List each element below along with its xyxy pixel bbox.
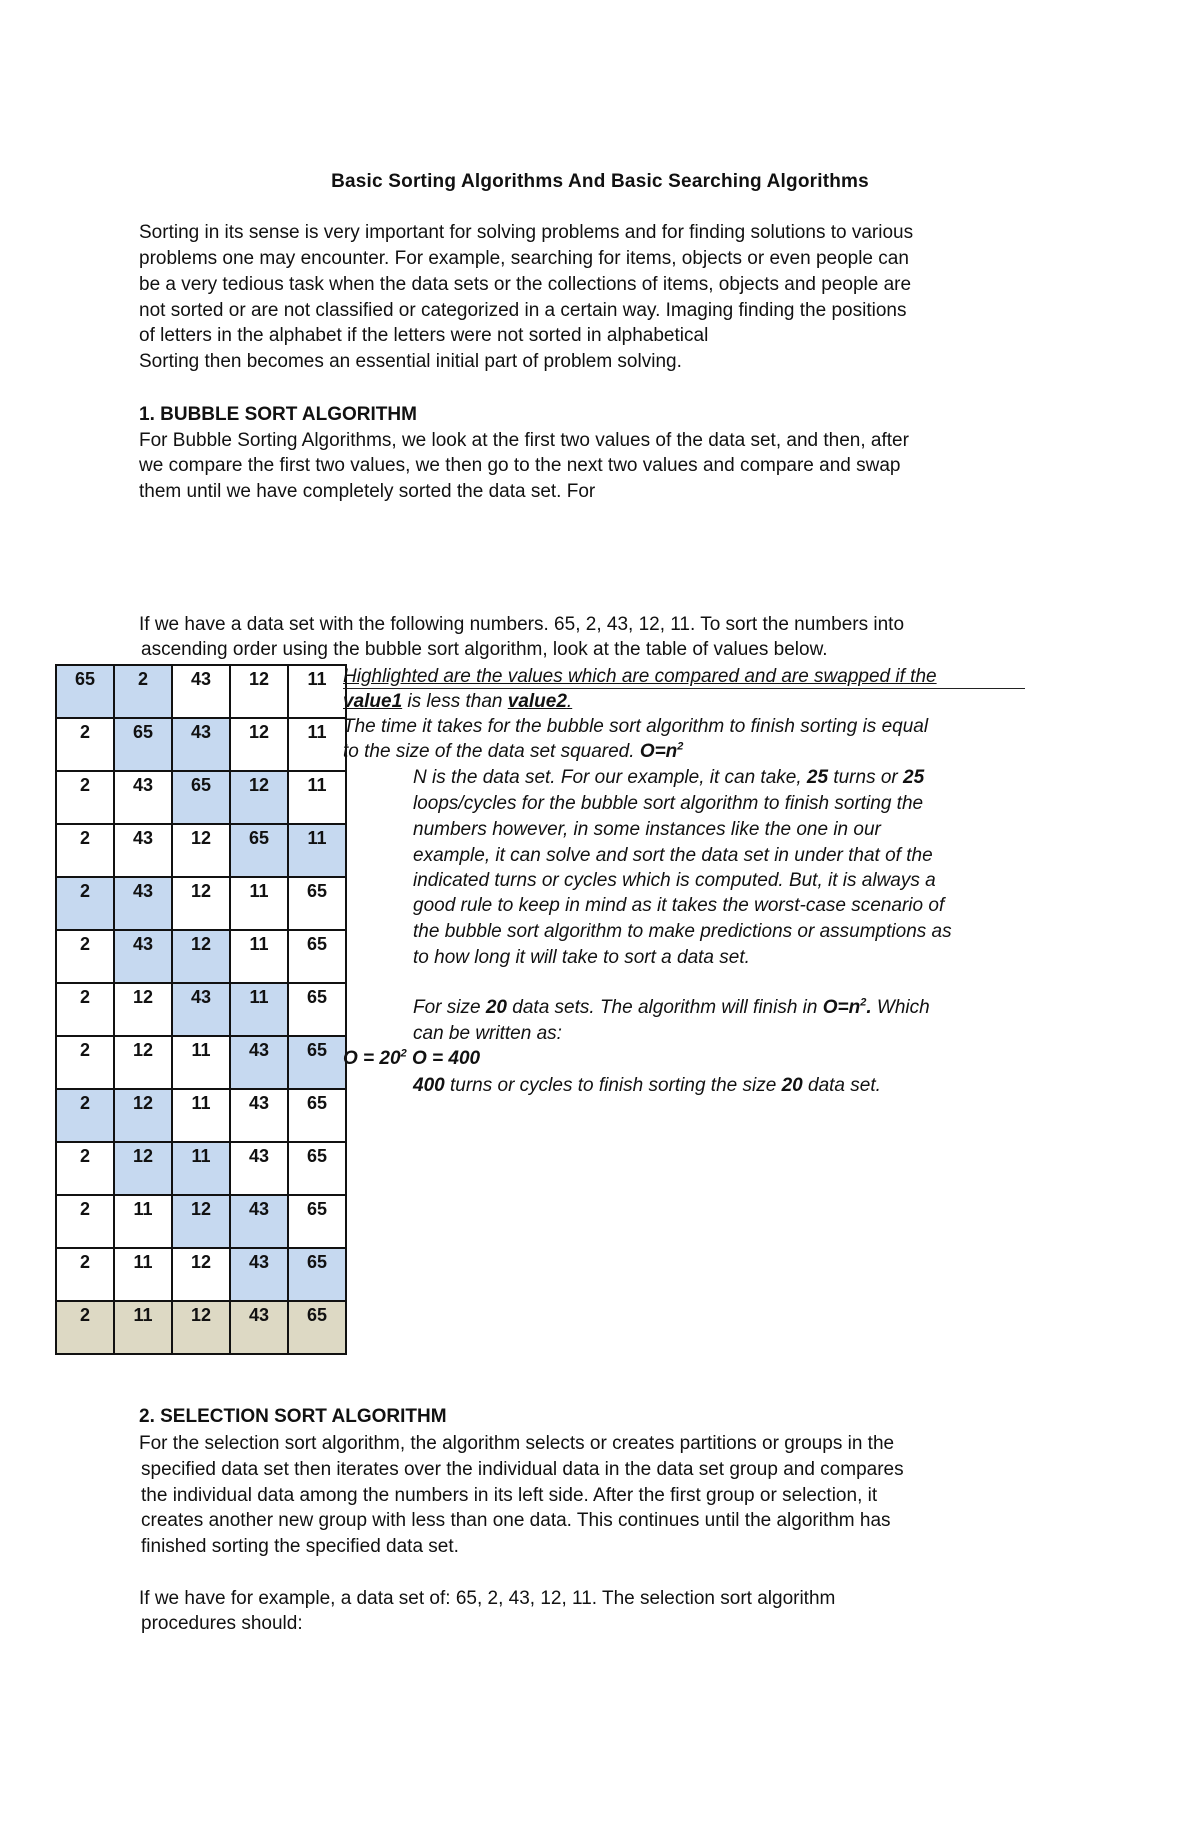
text: data sets. The algorithm will finish in bbox=[507, 997, 823, 1018]
table-row bbox=[56, 665, 346, 718]
document-title: Basic Sorting Algorithms And Basic Searching Algorithms bbox=[331, 171, 869, 192]
text-line: If we have a data set with the following numbers. 65, 2, 43, 12, 11. To sort the numbers into bbox=[139, 614, 905, 635]
text-line: Sorting in its sense is very important for solving problems and for finding solutions to various bbox=[139, 222, 914, 243]
table-cell: 65 bbox=[288, 983, 346, 1036]
table-cell: 2 bbox=[56, 983, 114, 1036]
text-line: to how long it will take to sort a data set. bbox=[413, 947, 750, 968]
table-row bbox=[56, 824, 346, 877]
table-cell: 11 bbox=[114, 1195, 172, 1248]
table-cell-compared: 65 bbox=[230, 824, 288, 877]
text: turns or bbox=[828, 767, 904, 788]
table-cell: 2 bbox=[56, 1036, 114, 1089]
table-cell: 11 bbox=[288, 771, 346, 824]
table-cell-compared: 12 bbox=[114, 1142, 172, 1195]
text: . bbox=[866, 997, 877, 1018]
formula: O=n bbox=[822, 997, 861, 1018]
table-cell: 12 bbox=[230, 718, 288, 771]
text-line: procedures should: bbox=[141, 1613, 303, 1634]
selection-sort-heading: 2. SELECTION SORT ALGORITHM bbox=[139, 1406, 447, 1427]
table-cell: 43 bbox=[230, 1089, 288, 1142]
highlight-note bbox=[343, 665, 937, 689]
number: 25 bbox=[806, 767, 829, 788]
text-line: Sorting then becomes an essential initial part of problem solving. bbox=[139, 351, 682, 372]
text-line: good rule to keep in mind as it takes the worst-case scenario of bbox=[413, 895, 945, 916]
table-row bbox=[56, 983, 346, 1036]
text-line: we compare the first two values, we then go to the next two values and compare and swap bbox=[139, 455, 901, 476]
table-cell-compared: 65 bbox=[172, 771, 230, 824]
table-cell: 2 bbox=[56, 930, 114, 983]
n-note-line1 bbox=[413, 766, 924, 790]
table-cell: 12 bbox=[172, 1301, 230, 1354]
table-cell: 12 bbox=[172, 824, 230, 877]
table-cell: 65 bbox=[288, 930, 346, 983]
table-cell-compared: 65 bbox=[56, 665, 114, 718]
table-cell: 65 bbox=[288, 1301, 346, 1354]
table-row bbox=[56, 1248, 346, 1301]
table-cell-compared: 43 bbox=[230, 1248, 288, 1301]
table-cell: 12 bbox=[230, 665, 288, 718]
table-cell-compared: 2 bbox=[56, 877, 114, 930]
table-cell-compared: 65 bbox=[114, 718, 172, 771]
text-line: be a very tedious task when the data sets or the collections of items, objects and people are bbox=[139, 274, 912, 295]
table-row bbox=[56, 1089, 346, 1142]
exponent: 2 bbox=[860, 996, 867, 1009]
text-line: of letters in the alphabet if the letters were not sorted in alphabetical bbox=[139, 325, 709, 346]
highlight-note-line2 bbox=[343, 690, 572, 714]
number: 20 bbox=[485, 997, 507, 1018]
number: 20 bbox=[781, 1075, 803, 1096]
table-cell: 11 bbox=[288, 665, 346, 718]
text-line: creates another new group with less than one data. This continues until the algorithm has bbox=[141, 1510, 891, 1531]
text-line: example, it can solve and sort the data set in under that of the bbox=[413, 845, 933, 866]
table-row bbox=[56, 1036, 346, 1089]
table-cell: 65 bbox=[288, 1142, 346, 1195]
table-row bbox=[56, 1195, 346, 1248]
calculation-line bbox=[343, 1047, 480, 1071]
table-cell-compared: 43 bbox=[230, 1195, 288, 1248]
table-cell: 65 bbox=[288, 877, 346, 930]
text-line: them until we have completely sorted the data set. For bbox=[139, 481, 596, 502]
table-cell-compared: 2 bbox=[56, 1089, 114, 1142]
table-cell-compared: 43 bbox=[230, 1036, 288, 1089]
text-line: loops/cycles for the bubble sort algorithm to finish sorting the bbox=[413, 793, 924, 814]
bubble-sort-table bbox=[55, 664, 347, 1355]
text-line: numbers however, in some instances like the one in our bbox=[413, 819, 881, 840]
table-cell-compared: 2 bbox=[114, 665, 172, 718]
table-cell: 2 bbox=[56, 1195, 114, 1248]
table-cell: 43 bbox=[114, 771, 172, 824]
text: N is the data set. For our example, it can take, bbox=[413, 767, 807, 788]
text-line: specified data set then iterates over the individual data in the data set group and compares bbox=[141, 1459, 904, 1480]
table-cell-compared: 11 bbox=[230, 983, 288, 1036]
table-cell: 2 bbox=[56, 1142, 114, 1195]
text: turns or cycles to finish sorting the size bbox=[444, 1075, 782, 1096]
table-cell-compared: 65 bbox=[288, 1036, 346, 1089]
divider bbox=[343, 688, 1025, 689]
text-line: For Bubble Sorting Algorithms, we look at the first two values of the data set, and then, after bbox=[139, 430, 909, 451]
table-cell: 65 bbox=[288, 1089, 346, 1142]
formula: O=n bbox=[639, 741, 678, 762]
table-cell-compared: 43 bbox=[114, 930, 172, 983]
table-cell: 12 bbox=[114, 983, 172, 1036]
text-line: can be written as: bbox=[413, 1023, 562, 1044]
number: 400 bbox=[413, 1075, 445, 1096]
table-row bbox=[56, 1142, 346, 1195]
table-cell: 12 bbox=[172, 877, 230, 930]
text-line: indicated turns or cycles which is computed. But, it is always a bbox=[413, 870, 936, 891]
table-cell-compared: 11 bbox=[288, 824, 346, 877]
text: For size bbox=[413, 997, 486, 1018]
table-cell-compared: 12 bbox=[230, 771, 288, 824]
table-row-sorted bbox=[56, 1301, 346, 1354]
table-cell: 11 bbox=[288, 718, 346, 771]
table-cell: 43 bbox=[172, 665, 230, 718]
text-line: The time it takes for the bubble sort algorithm to finish sorting is equal bbox=[343, 716, 929, 737]
table-cell-compared: 65 bbox=[288, 1248, 346, 1301]
text: is less than bbox=[402, 691, 508, 712]
table-row bbox=[56, 718, 346, 771]
table-cell-compared: 43 bbox=[114, 877, 172, 930]
table-cell-compared: 43 bbox=[172, 983, 230, 1036]
table-cell-compared: 12 bbox=[114, 1089, 172, 1142]
table-cell: 43 bbox=[230, 1142, 288, 1195]
table-cell: 11 bbox=[172, 1089, 230, 1142]
table-cell-compared: 43 bbox=[172, 718, 230, 771]
table-row bbox=[56, 930, 346, 983]
table-cell: 2 bbox=[56, 824, 114, 877]
table-cell: 2 bbox=[56, 1248, 114, 1301]
table-row bbox=[56, 771, 346, 824]
table-cell-compared: 12 bbox=[172, 930, 230, 983]
exponent: 2 bbox=[400, 1047, 407, 1060]
table-cell-compared: 12 bbox=[172, 1195, 230, 1248]
text-line: finished sorting the specified data set. bbox=[141, 1536, 459, 1557]
table-cell: 43 bbox=[114, 824, 172, 877]
text-line: For the selection sort algorithm, the algorithm selects or creates partitions or groups in the bbox=[139, 1433, 895, 1454]
result-line bbox=[413, 1074, 881, 1098]
table-cell: 11 bbox=[230, 877, 288, 930]
table-cell: 2 bbox=[56, 771, 114, 824]
table-cell: 2 bbox=[56, 1301, 114, 1354]
table-cell-compared: 11 bbox=[172, 1142, 230, 1195]
text: to the size of the data set squared. bbox=[343, 741, 640, 762]
table-cell: 12 bbox=[172, 1248, 230, 1301]
table-row bbox=[56, 877, 346, 930]
table-cell: 12 bbox=[114, 1036, 172, 1089]
formula: O = 20 bbox=[343, 1048, 401, 1069]
text-line: the individual data among the numbers in its left side. After the first group or selection, it bbox=[141, 1485, 878, 1506]
text: Which bbox=[876, 997, 930, 1018]
text: data set. bbox=[802, 1075, 881, 1096]
text: . bbox=[566, 691, 573, 712]
bubble-sort-heading: 1. BUBBLE SORT ALGORITHM bbox=[139, 404, 417, 425]
text-line: If we have for example, a data set of: 65, 2, 43, 12, 11. The selection sort algorithm bbox=[139, 1588, 836, 1609]
text-line: the bubble sort algorithm to make predictions or assumptions as bbox=[413, 921, 952, 942]
table-cell: 43 bbox=[230, 1301, 288, 1354]
table-cell: 11 bbox=[230, 930, 288, 983]
table-cell: 11 bbox=[172, 1036, 230, 1089]
text-line: ascending order using the bubble sort algorithm, look at the table of values below. bbox=[141, 639, 828, 660]
formula: O = 400 bbox=[406, 1048, 481, 1069]
size-note-line1 bbox=[413, 996, 930, 1020]
time-note-line2 bbox=[343, 740, 683, 764]
value1-label: value1 bbox=[343, 691, 403, 712]
table-cell: 65 bbox=[288, 1195, 346, 1248]
text: Highlighted are the values which are compared and are swapped if the bbox=[343, 666, 937, 687]
text-line: problems one may encounter. For example, searching for items, objects or even people can bbox=[139, 248, 909, 269]
table-cell: 2 bbox=[56, 718, 114, 771]
table-cell: 11 bbox=[114, 1248, 172, 1301]
table-cell: 11 bbox=[114, 1301, 172, 1354]
text-line: not sorted or are not classified or categorized in a certain way. Imaging finding the positions bbox=[139, 300, 907, 321]
number: 25 bbox=[903, 767, 925, 788]
value2-label: value2 bbox=[507, 691, 567, 712]
exponent: 2 bbox=[677, 740, 684, 753]
